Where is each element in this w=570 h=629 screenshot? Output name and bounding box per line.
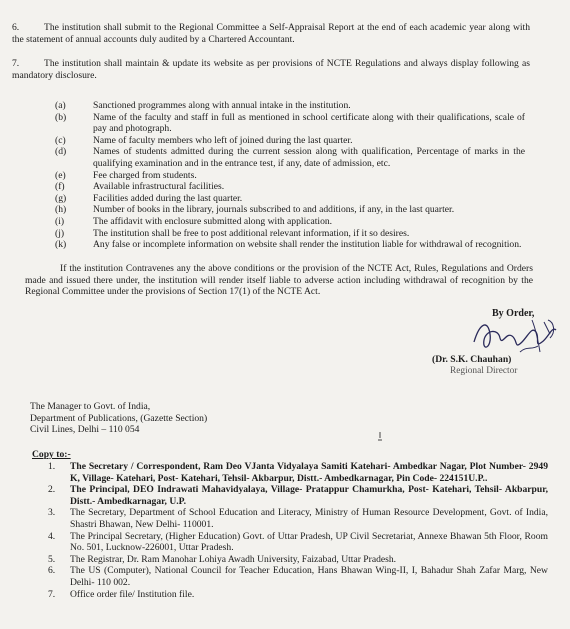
contravention-paragraph: If the institution Contravenes any the above conditions or the provision of the NCTE Act, Rules, Regulations and Orders made and issued there under, the institution will render itself liable to adverse action including withdrawal of recognition by the Regional Committee under the provisions of Section 17(1) of the NCTE Act. (25, 263, 533, 298)
tick-icon (374, 430, 386, 442)
list-item (48, 565, 548, 588)
list-label: (e) (55, 169, 66, 181)
paragraph-6 (12, 22, 530, 45)
list-label: (i) (55, 215, 65, 227)
list-text: The affidavit with enclosure submitted along with application. (93, 215, 333, 227)
list-item (48, 484, 548, 507)
list-item (55, 193, 525, 205)
list-number: 7. (48, 588, 56, 600)
list-item (48, 531, 548, 554)
paragraph-text: The institution shall submit to the Regional Committee a Self-Appraisal Report at the end of each academic year along with the statement of annual accounts duly audited by a Chartered Accountant. (12, 22, 530, 45)
list-label: (g) (55, 192, 67, 204)
list-item (55, 204, 525, 216)
paragraph-number: 7. (12, 58, 20, 69)
recipient-address (30, 401, 207, 436)
address-line: Department of Publications, (Gazette Section) (30, 412, 208, 424)
list-text: The Secretary / Correspondent, Ram Deo VJanta Vidyalaya Samiti Katehari- Ambedkar Nagar, Plot Number- 2949 K, Village- Katehari, Post- Katehari, Tehsil- Akbarpur, Distt.- Ambedkarnagar, Pin Code- 224151U.P.. (70, 461, 548, 484)
copy-to-heading: Copy to:- (32, 449, 71, 460)
list-item (55, 239, 525, 251)
list-item (55, 170, 525, 182)
list-item (55, 228, 525, 240)
list-label: (c) (55, 134, 66, 146)
list-text: Fee charged from students. (93, 169, 197, 181)
list-text: Name of faculty members who left of joined during the last quarter. (93, 134, 353, 146)
list-item (48, 461, 548, 484)
address-line: Civil Lines, Delhi – 110 054 (30, 424, 140, 436)
address-line: The Manager to Govt. of India, (30, 401, 151, 412)
list-number: 3. (48, 507, 56, 519)
list-item (48, 589, 548, 601)
list-item (55, 135, 525, 147)
list-text: Office order file/ Institution file. (70, 588, 195, 600)
list-text: The Principal Secretary, (Higher Education) Govt. of Uttar Pradesh, UP Civil Secretariat, Annexe Bhawan 5th Floor, Room No. 501, Lucknow-226001, Uttar Pradesh. (70, 530, 548, 554)
list-number: 2. (48, 484, 56, 496)
list-text: The Registrar, Dr. Ram Manohar Lohiya Awadh University, Faizabad, Uttar Pradesh. (70, 553, 397, 565)
list-number: 1. (48, 461, 56, 472)
copy-to-list (48, 461, 548, 600)
list-number: 6. (48, 565, 56, 577)
list-text: Available infrastructural facilities. (93, 181, 225, 193)
list-text: Names of students admitted during the current session along with qualification, Percentage of marks in the qualifying examination and in the entrance test, if any, date of admission, etc. (93, 146, 525, 169)
list-text: Facilities added during the last quarter. (93, 192, 243, 204)
signatory-designation: Regional Director (450, 366, 518, 376)
list-text: Name of the faculty and staff in full as mentioned in school certificate along with their qualifications, scale of pay and photograph. (93, 111, 525, 135)
disclosure-list (55, 100, 525, 251)
list-number: 4. (48, 530, 56, 542)
list-item (55, 146, 525, 169)
list-text: The US (Computer), National Council for Teacher Education, Hans Bhawan Wing-II, I, Bahadur Shah Zafar Marg, New Delhi- 110 002. (70, 565, 548, 588)
list-label: (k) (55, 239, 67, 251)
list-label: (h) (55, 204, 67, 216)
list-number: 5. (48, 553, 56, 565)
list-item (48, 554, 548, 566)
paragraph-7 (12, 58, 530, 81)
list-label: (j) (55, 227, 65, 239)
signature-block (410, 306, 560, 378)
signatory-name: (Dr. S.K. Chauhan) (432, 354, 512, 365)
list-text: Sanctioned programmes along with annual intake in the institution. (93, 100, 351, 111)
list-text: The Principal, DEO Indrawati Mahavidyalaya, Village- Pratappur Chamurkha, Post- Katehari, Tehsil- Akbarpur, Distt.- Ambedkarnagar, U.P. (70, 484, 548, 507)
list-text: The institution shall be free to post additional relevant information, if it so desires. (93, 227, 410, 239)
list-item (55, 216, 525, 228)
list-text: Any false or incomplete information on website shall render the institution liable for withdrawal of recognition. (93, 239, 522, 251)
by-order-text: By Order, (492, 308, 535, 319)
list-text: Number of books in the library, journals subscribed to and additions, if any, in the last quarter. (93, 204, 455, 216)
list-item (55, 181, 525, 193)
paragraph-number: 6. (12, 22, 20, 33)
list-item (55, 112, 525, 135)
list-label: (b) (55, 111, 67, 123)
pen-tick-mark (374, 430, 386, 446)
list-item (55, 100, 525, 112)
list-label: (f) (55, 181, 65, 193)
paragraph-text: The institution shall maintain & update its website as per provisions of NCTE Regulations and always display following as mandatory disclosure. (12, 58, 530, 81)
list-text: The Secretary, Department of School Education and Literacy, Ministry of Human Resource Development, Govt. of India, Shastri Bhawan, New Delhi- 110001. (70, 507, 548, 530)
list-label: (d) (55, 146, 67, 158)
list-item (48, 507, 548, 530)
list-label: (a) (55, 100, 66, 111)
